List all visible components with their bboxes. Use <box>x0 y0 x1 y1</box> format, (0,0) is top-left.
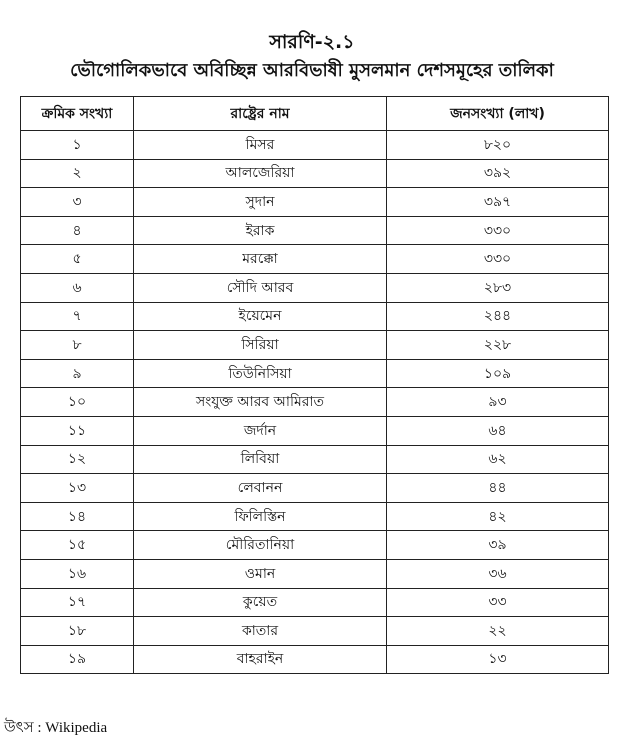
country-cell: মরক্কো <box>134 245 387 274</box>
country-cell: তিউনিসিয়া <box>134 359 387 388</box>
population-cell: ৩৯৭ <box>387 188 609 217</box>
serial-cell: ৩ <box>21 188 134 217</box>
serial-cell: ১৫ <box>21 531 134 560</box>
serial-cell: ১ <box>21 131 134 160</box>
population-cell: ৯৩ <box>387 388 609 417</box>
country-cell: মৌরিতানিয়া <box>134 531 387 560</box>
table-row <box>21 502 609 531</box>
country-cell: মিসর <box>134 131 387 160</box>
population-cell: ৩৩০ <box>387 216 609 245</box>
serial-cell: ২ <box>21 159 134 188</box>
table-row <box>21 388 609 417</box>
country-cell: কাতার <box>134 617 387 646</box>
table-row <box>21 645 609 674</box>
country-cell: লিবিয়া <box>134 445 387 474</box>
country-cell: ইয়েমেন <box>134 302 387 331</box>
population-cell: ৩৬ <box>387 559 609 588</box>
table-title: সারণি-২.১ <box>269 31 355 53</box>
population-cell: ৬২ <box>387 445 609 474</box>
country-cell: ইরাক <box>134 216 387 245</box>
table-subtitle: ভৌগোলিকভাবে অবিচ্ছিন্ন আরবিভাষী মুসলমান দেশসমূহের তালিকা <box>70 60 554 81</box>
country-cell: ওমান <box>134 559 387 588</box>
serial-cell: ১৬ <box>21 559 134 588</box>
population-cell: ৪২ <box>387 502 609 531</box>
table-row <box>21 188 609 217</box>
population-cell: ২৮৩ <box>387 273 609 302</box>
table-row <box>21 245 609 274</box>
table-row <box>21 588 609 617</box>
table-row <box>21 445 609 474</box>
serial-cell: ৭ <box>21 302 134 331</box>
country-cell: কুয়েত <box>134 588 387 617</box>
serial-cell: ১৭ <box>21 588 134 617</box>
country-cell: সিরিয়া <box>134 331 387 360</box>
table-row <box>21 474 609 503</box>
population-cell: ৩৯২ <box>387 159 609 188</box>
serial-cell: ১২ <box>21 445 134 474</box>
country-cell: ফিলিস্তিন <box>134 502 387 531</box>
population-cell: ৩৩ <box>387 588 609 617</box>
country-cell: সংযুক্ত আরব আমিরাত <box>134 388 387 417</box>
serial-cell: ১৩ <box>21 474 134 503</box>
country-cell: সৌদি আরব <box>134 273 387 302</box>
country-cell: লেবানন <box>134 474 387 503</box>
table-row <box>21 617 609 646</box>
source-note: উৎস : Wikipedia <box>4 720 108 736</box>
header-country: রাষ্ট্রের নাম <box>134 97 387 131</box>
population-cell: ৮২০ <box>387 131 609 160</box>
header-population: জনসংখ্যা (লাখ) <box>387 97 609 131</box>
serial-cell: ৮ <box>21 331 134 360</box>
population-cell: ৩৩০ <box>387 245 609 274</box>
table-row <box>21 559 609 588</box>
table-row <box>21 216 609 245</box>
country-cell: সুদান <box>134 188 387 217</box>
table-row <box>21 531 609 560</box>
population-cell: ২২ <box>387 617 609 646</box>
countries-table <box>20 96 609 674</box>
serial-cell: ১৯ <box>21 645 134 674</box>
serial-cell: ১০ <box>21 388 134 417</box>
country-cell: বাহরাইন <box>134 645 387 674</box>
header-serial: ক্রমিক সংখ্যা <box>21 97 134 131</box>
serial-cell: ৪ <box>21 216 134 245</box>
population-cell: ১৩ <box>387 645 609 674</box>
serial-cell: ৯ <box>21 359 134 388</box>
table-row <box>21 359 609 388</box>
header-row <box>21 97 609 131</box>
population-cell: ১০৯ <box>387 359 609 388</box>
country-cell: আলজেরিয়া <box>134 159 387 188</box>
country-cell: জর্দান <box>134 416 387 445</box>
serial-cell: ৫ <box>21 245 134 274</box>
table-row <box>21 159 609 188</box>
serial-cell: ৬ <box>21 273 134 302</box>
serial-cell: ১১ <box>21 416 134 445</box>
population-cell: ৩৯ <box>387 531 609 560</box>
population-cell: ৬৪ <box>387 416 609 445</box>
population-cell: ২৪৪ <box>387 302 609 331</box>
population-cell: ৪৪ <box>387 474 609 503</box>
table-row <box>21 416 609 445</box>
serial-cell: ১৮ <box>21 617 134 646</box>
serial-cell: ১৪ <box>21 502 134 531</box>
population-cell: ২২৮ <box>387 331 609 360</box>
table-row <box>21 131 609 160</box>
table-row <box>21 302 609 331</box>
table-row <box>21 331 609 360</box>
table-row <box>21 273 609 302</box>
